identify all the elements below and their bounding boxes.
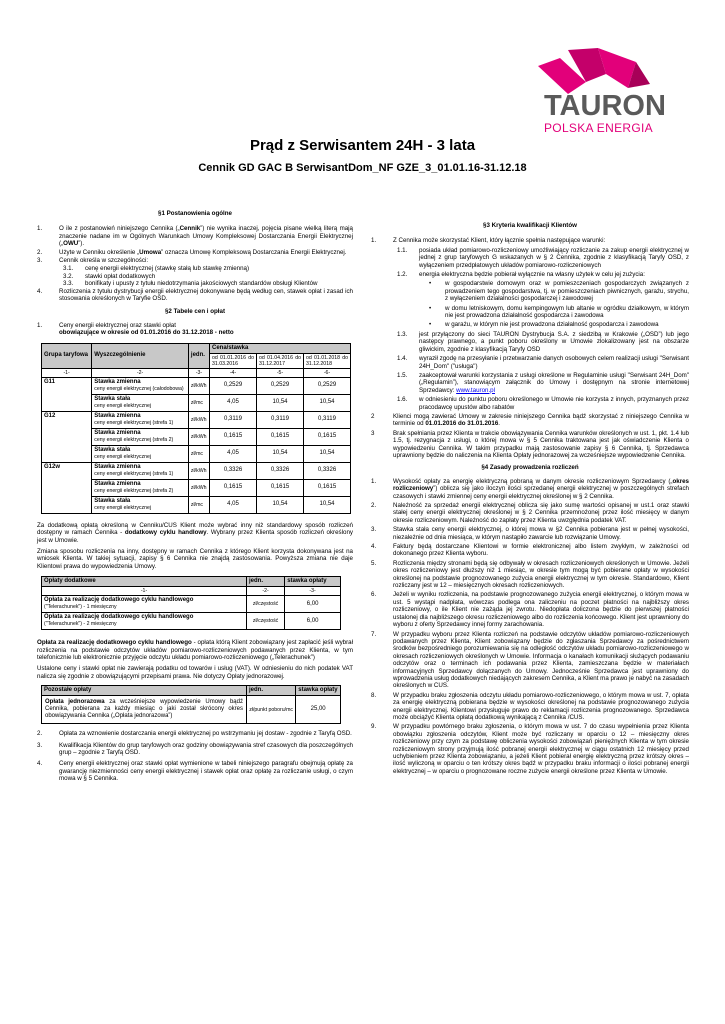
index-cell: -1- [42, 368, 92, 377]
index-cell: -6- [304, 368, 351, 377]
value-cell: 0,3326 [304, 462, 351, 479]
bullet-item: • w gospodarstwie domowym oraz w pomieszczeniach gospodarczych związanych z prowadzeniem tego gospodarstwa, tj. w pomieszczeniach piwnicznych, garażu, strychu, z wyłączeniem działalności gospodarczej i zawodowej [429, 280, 689, 303]
list-item: 2. Należność za sprzedaż energii elektrycznej oblicza się jako sumę wartości opisanej w ust.1 oraz stawki stałej ceny energii elektrycznej określonej w § 2 Cennika przemnożonej przez ilość miesięcy w danym okresie rozliczeniowym. Należność do zapłaty przez Klienta uwzględnia podatek VAT. [371, 502, 689, 524]
list-item: 1. Z Cennika może skorzystać Klient, który łącznie spełnia następujące warunki: [371, 237, 606, 245]
value-cell: 0,3326 [257, 462, 304, 479]
value-cell: 10,54 [304, 394, 351, 411]
value-cell: 0,2529 [304, 377, 351, 394]
list-item: 4. Ceny energii elektrycznej oraz stawki opłat wymienione w tabeli niniejszego paragrafu obejmują opłatę za gwarancję niezmienności ceny energii elektrycznej i stawek opłat oraz opłatę za rozliczanie usługi, o czym mowa w § 5 Cennika. [37, 760, 353, 783]
col-header-unit: jedn. [188, 343, 209, 368]
list-item: 8. W przypadku braku zgłoszenia odczytu układu pomiarowo-rozliczeniowego, o którym mowa w ust. 7, opłata za energię elektryczną pobierana będzie w wysokości określonej na podstawie prognozowanego zużycia energii elektrycznej. Klientowi przysługuje prawo do reklamacji rozliczenia prognozowanego. Sprzedawca może obciążyć Klienta opłatą dodatkową wynikającą z Cennika /CUS. [371, 691, 689, 721]
value-cell: 0,1615 [257, 428, 304, 445]
table-row [42, 596, 341, 613]
page-subtitle: Cennik GD GAC B SerwisantDom_NF GZE_3_01.01.16-31.12.18 [198, 162, 527, 174]
unit-cell: zł/kWh [188, 479, 209, 496]
list-item: 2. Opłata za wznowienie dostarczania energii elektrycznej po wstrzymaniu jej dostaw - zgodnie z Taryfą OSD. [37, 730, 352, 738]
list-item: 1. O ile z postanowień niniejszego Cennika („Cennik”) nie wynika inaczej, pojęcia pisane wielką literą mają znaczenie nadane im w Ogólnych Warunkach Umowy Kompleksowej Dostarczania Energii Elektrycznej („OWU”). [37, 225, 353, 248]
left-column [37, 210, 353, 787]
index-cell: -3- [188, 368, 209, 377]
unit-cell: zł/kWh [188, 428, 209, 445]
value-cell: 6,00 [285, 613, 341, 630]
sub-list-item: 1.2. energia elektryczna będzie pobierał wyłącznie na własny użytek w celu jej zużycia: [397, 271, 645, 279]
bullet-item: • w domu letniskowym, domu kempingowym lub altanie w ogródku działkowym, w którym nie jest prowadzona działalność gospodarcza i zawodowa [429, 304, 689, 320]
col-header: jedn. [247, 577, 285, 587]
period-header: od 01.04.2016 do 31.12.2017 [257, 353, 304, 368]
value-cell: 0,2529 [257, 377, 304, 394]
value-cell: 0,3326 [210, 462, 257, 479]
unit-cell: zł/kWh [188, 377, 209, 394]
col-header: stawka opłaty [296, 686, 341, 696]
list-item: 9. W przypadku powtórnego braku zgłoszenia, o którym mowa w ust. 7 do czasu wypełnienia przez Klienta obowiązku zgłoszenia odczytów, Klient może być rozliczany w oparciu o 12 – miesięczny okres rozliczeniowy przy czym za podstawę obliczenia wysokości zobowiązań pieniężnych Klienta w tym okresie rozliczeniowym strony przyjmują ilość pobranej energii elektrycznej w ciągu ostatnich 12 miesięcy przed uchybieniem przez Klienta zobowiązaniu, a jeżeli Klient pobierał energię elektryczną przez krótszy okres – ilość wyliczoną w oparciu o ten krótszy okres bądź w przypadku braku informacji o ilości pobranej energii elektrycznej – w oparciu o prognozowane roczne zużycie energii określone przez Klienta w Umowie. [371, 723, 689, 775]
value-cell: 6,00 [285, 596, 341, 613]
list-item: 7. W przypadku wyboru przez Klienta rozliczeń na podstawie odczytów układów pomiarowo-rozliczeniowych podawanych przez Klienta, Klient zobowiązany będzie do zgłaszania Sprzedawcy za pośrednictwem środków bezpośredniego porozumiewania się na odległość odczytów układu pomiarowo-rozliczeniowego w okresach rozliczeniowych określonych w Umowie. Informacja o kanałach komunikacji służących podawaniu odczytów oraz o terminach ich podawania przez Klienta, zamieszczana będzie w materiałach informacyjnych Sprzedawcy dołączanych do Umowy. Jednocześnie Sprzedawca jest uprawniony do wprowadzenia usług dodatkowych niedających zakresem Cennika, a Klient ma prawo je nabyć na zasadach określonych w CUS. [371, 630, 689, 690]
fee-name-cell: Opłata jednorazowa za wcześniejsze wypowiedzenie Umowy bądź Cennika, pobierana za każdy miesiąc o jaki został skrócony okres obowiązywania Cennika („Opłata jednorazowa”) [42, 696, 247, 724]
sub-list-item: 3.2. stawki opłat dodatkowych [63, 272, 156, 280]
section-4-title: §4 Zasady prowadzenia rozliczeń [481, 464, 579, 472]
paragraph: Zmiana sposobu rozliczenia na inny, dostępny w ramach Cennika z którego Klient korzysta dokonywana jest na wniosek Klienta. W takiej sytuacji, zapisy § 6 Cennika nie znajdą zastosowania. Powyższa zmiana nie daje Klientowi prawa do wypowiedzenia Umowy. [37, 547, 353, 570]
list-item: 3. Cennik określa w szczególności: [37, 257, 149, 265]
spec-cell: Stawka stała ceny energii elektrycznej [92, 445, 189, 462]
list-item: 3. Kwalifikacja Klientów do grup taryfowych oraz godziny obowiązywania stref czasowych dla poszczególnych grup – zgodnie z Taryfą OSD. [37, 741, 353, 756]
value-cell: 0,1615 [304, 479, 351, 496]
tauron-logo [482, 44, 712, 136]
value-cell: 0,3119 [257, 411, 304, 428]
value-cell: 4,05 [210, 445, 257, 462]
tauron-link[interactable]: www.tauron.pl [456, 386, 496, 394]
page-title: Prąd z Serwisantem 24H - 3 lata [249, 137, 476, 154]
table-row [42, 411, 351, 428]
col-header: Opłaty dodatkowe [42, 577, 247, 587]
unit-cell: zł/mc [188, 394, 209, 411]
sub-list-item: 3.1. cenę energii elektrycznej (stawkę stałą lub stawkę zmienną) [63, 265, 250, 273]
paragraph: Opłata za realizację dodatkowego cyklu handlowego - opłata którą Klient zobowiązany jest zapłacić jeśli wybrał rozliczenia na podstawie odczytów układów pomiarowo-rozliczeniowych podawanych przez Klienta, w tym telefonicznie lub elektronicznie przyjęcie odczytu układu pomiarowo-rozliczeniowego („Telerachunek”) [37, 639, 353, 661]
spec-cell: Stawka zmienna ceny energii elektrycznej (strefa 1) [92, 462, 189, 479]
price-table [41, 343, 351, 514]
value-cell: 10,54 [304, 496, 351, 513]
section-1-title: §1 Postanowienia ogólne [158, 210, 232, 217]
value-cell: 0,1615 [304, 428, 351, 445]
logo-brand-text: TAURON [544, 90, 666, 122]
table-row [42, 462, 351, 479]
spec-cell: Stawka stała ceny energii elektrycznej [92, 496, 189, 513]
period-header: od 01.01.2018 do 31.12.2018 [304, 353, 351, 368]
period-header: od 01.01.2016 do 31.03.2016 [210, 353, 257, 368]
list-item: 1. Wysokość opłaty za energię elektryczną pobraną w danym okresie rozliczeniowym Sprzedawcy („okres rozliczeniowy”) oblicza się jako iloczyn ilości sprzedanej energii elektrycznej w poszczególnych strefach czasowych i stawki zmiennej ceny energii elektrycznej określonej w § 2 Cennika. [371, 477, 689, 500]
unit-cell: zł/mc [188, 496, 209, 513]
sub-list-item: 1.3. jest przyłączony do sieci TAURON Dystrybucja S.A. z siedzibą w Krakowie („OSD”) lub jego następcy prawnego, a punkt poboru określony w Umowie zlokalizowany jest na obszarze gliwickim, zgodnie z klasyfikacją Taryfy OSD [397, 330, 689, 353]
table-row [42, 696, 341, 724]
fee-name-cell: Opłata za realizację dodatkowego cyklu handlowego ("Telerachunek") - 2 miesięczny [42, 613, 247, 630]
list-item: 2 Klienci mogą zawierać Umowy w zakresie niniejszego Cennika bądź skorzystać z niniejszego Cennika w terminie od 01.01.2016 do 31.01.2016. [371, 412, 689, 428]
value-cell: 0,3119 [304, 411, 351, 428]
section-3-title: §3 Kryteria kwalifikacji Klientów [483, 222, 577, 229]
list-item: 3. Stawka stała ceny energii elektrycznej, o której mowa w §2 Cennika pobierana jest w pełnej wysokości, niezależnie od dnia miesiąca, w którym nastąpiło zawarcie lub rozwiązanie Umowy. [371, 526, 689, 541]
unit-cell: zł/kWh [188, 462, 209, 479]
list-item: 3 Brak spełniania przez Klienta w trakcie obowiązywania Cennika warunków określonych w ust. 1, pkt. 1.4 lub 1.5, tj. rezygnacja z usługi, o której mowa w § 5 Cennika traktowana jest jak oświadczenie Klienta o wypowiedzeniu Cennika. W takim przypadku mają zastosowanie zapisy § 6 Cennika, tj. Sprzedawca uprawniony będzie do naliczenia na Klienta Opłaty jednorazowej za wcześniejsze wypowiedzenie Cennika. [371, 429, 689, 459]
unit-cell: zł/częstość [247, 613, 285, 630]
list-item: 1. Ceny energii elektrycznej oraz stawki opłat obowiązujące w okresie od 01.01.2016 do 31.12.2018 - netto [37, 321, 234, 337]
group-cell: G12w [42, 462, 92, 513]
bullet-item: • w garażu, w którym nie jest prowadzona działalność gospodarcza i zawodowa [429, 321, 659, 329]
unit-cell: zł/mc [188, 445, 209, 462]
section-2-title: §2 Tabele cen i opłat [164, 308, 226, 316]
value-cell: 4,05 [210, 496, 257, 513]
index-cell: -4- [210, 368, 257, 377]
unit-cell: zł/częstość [247, 596, 285, 613]
col-header: jedn. [247, 686, 296, 696]
logo-sub-text: POLSKA ENERGIA [544, 121, 653, 135]
list-item: 2. Użyte w Cenniku określenie „Umowa” oznacza Umowę Kompleksową Dostarczania Energii Elektrycznej. [37, 248, 347, 256]
list-item: 4. Rozliczenia z tytułu dystrybucji energii elektrycznej dokonywane będą według cen, stawek opłat i zasad ich stosowania określonych w Taryfie OSD. [37, 287, 353, 303]
col-header: Pozostałe opłaty [42, 686, 247, 696]
fee-table [41, 576, 341, 630]
spec-cell: Stawka zmienna ceny energii elektrycznej (strefa 1) [92, 411, 189, 428]
sub-list-item: 1.1. posiada układ pomiarowo-rozliczeniowy umożliwiający rozliczanie za zakup energii elektrycznej w jednej z grup taryfowych G wskazanych w § 2 Cennika, zgodnie z klasyfikacją Taryfy OSD, z wyłączeniem przedpłatowych układów pomiarowo-rozliczeniowych [397, 246, 689, 269]
index-cell: -1- [42, 587, 247, 596]
value-cell: 10,54 [257, 496, 304, 513]
value-cell: 10,54 [257, 394, 304, 411]
list-item: 4. Faktury będą dostarczane Klientowi w formie elektronicznej albo listem zwykłym, w zależności od dokonanego przez Klienta wyboru. [371, 543, 689, 558]
value-cell: 0,2529 [210, 377, 257, 394]
value-cell: 0,1615 [257, 479, 304, 496]
sub-list-item: 3.3. bonifikaty i upusty z tytułu niedotrzymania jakościowych standardów obsługi Klientów [63, 280, 318, 288]
col-header-group: Grupa taryfowa [42, 343, 92, 368]
table-row [42, 613, 341, 630]
list-item: 6. Jeżeli w wyniku rozliczenia, na podstawie prognozowanego zużycia energii elektrycznej, o którym mowa w ust. 5 wystąpi nadpłata, wówczas podlega ona zaliczeniu na poczet płatności na najbliższy okres rozliczeniowy, o ile Klient nie zażąda jej zwrotu. Niedopłata doliczona będzie do pierwszej płatności ustalonej dla najbliższego okresu rozliczeniowego albo do rozliczenia końcowego. Klient jest uprawniony do wyboru z oferty Sprzedawcy innej formy zarachowania. [371, 591, 689, 629]
value-cell: 0,3119 [210, 411, 257, 428]
value-cell: 10,54 [304, 445, 351, 462]
sub-list-item: 1.5. zaakceptował warunki korzystania z usługi określone w Regulaminie usługi "Serwisant 24H_Dom" („Regulamin”), stanowiącym załącznik do Umowy i dostępnym na stronie internetowej Sprzedawcy: www.tauron.pl [397, 371, 689, 394]
col-header: stawka opłaty [285, 577, 341, 587]
spec-cell: Stawka zmienna ceny energii elektrycznej (strefa 2) [92, 428, 189, 445]
col-header-spec: Wyszczególnienie [92, 343, 189, 368]
spec-cell: Stawka stała ceny energii elektrycznej [92, 394, 189, 411]
list-item: 5. Rozliczenia między stronami będą się odbywały w okresach rozliczeniowych określonych w Umowie. Jeżeli okres rozliczeniowy jest dłuższy niż 1 miesiąc, w okresie tym mogą być pobierane opłaty w wysokości określonej na podstawie prognozowanego zużycia energii elektrycznej w tym okresie. Standardowo, Klient rozliczany jest w 12 – miesięcznych okresach rozliczeniowych. [371, 559, 689, 590]
other-fees-table [41, 685, 341, 724]
value-cell: 25,00 [296, 696, 341, 724]
paragraph: Ustalone ceny i stawki opłat nie zawierają podatku od towarów i usług (VAT). W odniesieniu do nich podatek VAT nalicza się zgodnie z obowiązującymi przepisami prawa. Nie dotyczy Opłaty jednorazowej. [37, 665, 353, 680]
value-cell: 0,1615 [210, 428, 257, 445]
value-cell: 0,1615 [210, 479, 257, 496]
index-cell: -3- [285, 587, 341, 596]
group-cell: G11 [42, 377, 92, 411]
unit-cell: zł/kWh [188, 411, 209, 428]
sub-list-item: 1.4. wyraził zgodę na przesyłanie i przetwarzanie danych osobowych celem realizacji usługi "Serwisant 24H_Dom" ("usługa") [397, 355, 689, 370]
paragraph: Za dodatkową opłatą określoną w Cenniku/CUS Klient może wybrać inny niż standardowy sposób rozliczeń dostępny w ramach Cennika - dodatkowy cyklu handlowy. Wybrany przez Klienta sposób rozliczeń określony jest w Umowie. [37, 521, 353, 544]
fee-name-cell: Opłata za realizację dodatkowego cyklu handlowego ("Telerachunek") - 1 miesięczny [42, 596, 247, 613]
spec-cell: Stawka zmienna ceny energii elektrycznej (strefa 2) [92, 479, 189, 496]
index-cell: -2- [247, 587, 285, 596]
right-column [371, 222, 689, 777]
unit-cell: zł/punkt poboru/mc [247, 696, 296, 724]
col-header-price: Cena/stawka [210, 343, 351, 353]
table-row [42, 377, 351, 394]
value-cell: 10,54 [257, 445, 304, 462]
group-cell: G12 [42, 411, 92, 462]
index-cell: -5- [257, 368, 304, 377]
sub-list-item: 1.6. w odniesieniu do punktu poboru określonego w Umowie nie korzysta z innych, przyznanych przez pracodawcę upustów albo rabatów [397, 396, 689, 411]
index-cell: -2- [92, 368, 189, 377]
spec-cell: Stawka zmienna ceny energii elektrycznej (całodobowa) [92, 377, 189, 394]
value-cell: 4,05 [210, 394, 257, 411]
